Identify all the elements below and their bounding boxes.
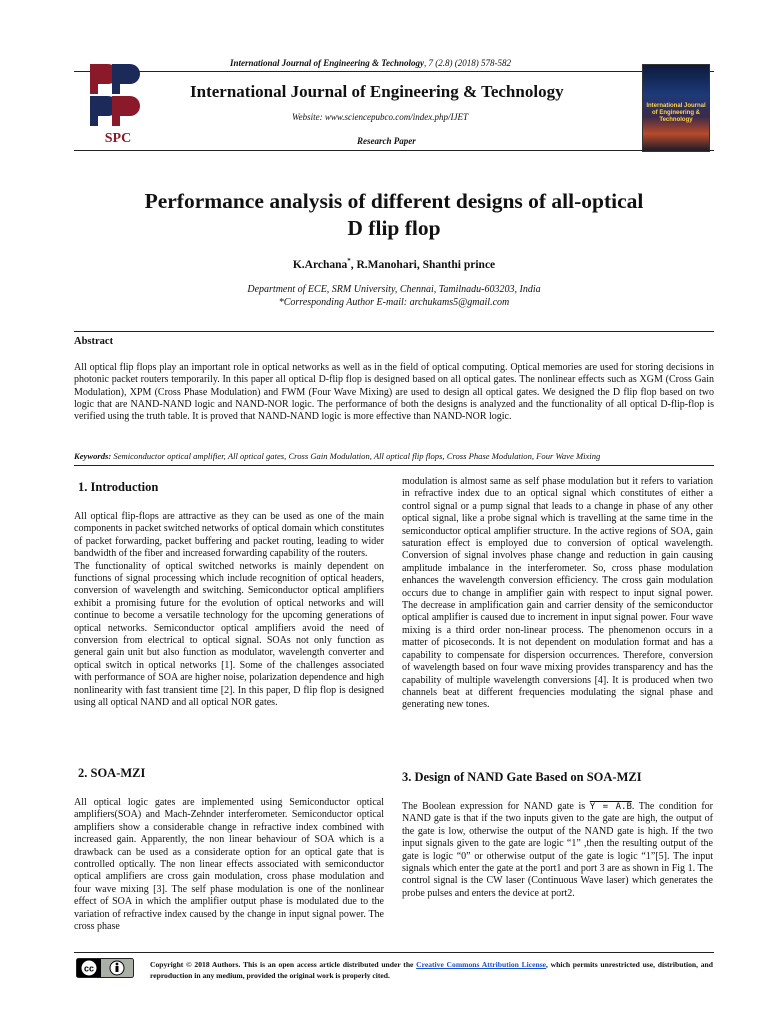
section-heading-nand-gate: 3. Design of NAND Gate Based on SOA-MZI xyxy=(402,770,642,784)
spc-publisher-logo xyxy=(82,60,154,148)
journal-citation xyxy=(230,58,560,68)
paragraph: All optical flip-flops are attractive as they can be used as one of the main components in packet switched networks of optical domain which constitutes of packet forwarding, packet buffering and packet routing, leading to wider bandwidth of the fiber and increased forwarding capability of the routers. xyxy=(74,511,384,560)
paper-type: Research Paper xyxy=(357,136,416,146)
title-line-2: D flip flop xyxy=(347,216,441,240)
author-list xyxy=(74,257,714,271)
introduction-body xyxy=(74,511,384,710)
abstract-text: All optical flip flops play an important role in optical networks as well as in the field of optical computing. Optical memories are used for storing decisions in photonic packet routers temporarily. In this paper all optical D-flip flop is designed based on all optical gates. The nonlinear effects such as XGM (Cross Gain Modulation), XPM (Cross Phase Modulation) and FWM (Four Wave Mixing) are used to design all optical gates. We designed the D flip flop based on two logic that are NAND-NAND logic and NAND-NOR logic. The performance of both the designs is analyzed and the functionality of all optical D-flip-flop is verified using the truth table. It is proved that NAND-NAND logic is more effective than NAND-NOR logic. xyxy=(74,362,714,423)
keywords-rule xyxy=(74,465,714,466)
corresponding-author: *Corresponding Author E-mail: archukams5@gmail.com xyxy=(278,297,510,308)
affiliation-block xyxy=(74,283,714,309)
creative-commons-badge[interactable] xyxy=(76,958,134,978)
header-bottom-rule xyxy=(74,150,714,151)
cover-title: International Journal of Engineering & Technology xyxy=(646,103,706,123)
journal-title: International Journal of Engineering & Technology xyxy=(190,82,564,101)
other-authors: , R.Manohari, Shanthi prince xyxy=(350,258,496,271)
journal-website[interactable]: Website: www.sciencepubco.com/index.php/IJET xyxy=(292,112,468,122)
spc-logo-text: SPC xyxy=(104,131,132,146)
keywords-line xyxy=(74,451,714,462)
soa-mzi-continued xyxy=(402,476,713,712)
citation-volume: , 7 (2.8) (2018) 578-582 xyxy=(423,58,511,68)
license-link[interactable]: Creative Commons Attribution License xyxy=(416,960,547,969)
paragraph: All optical logic gates are implemented using Semiconductor optical amplifiers(SOA) and Mach-Zehnder interferometer. Semiconductor optical amplifiers show a considerable change in refractive index combined with increased gain. Apparently, the non linear behaviour of SOA which is a drawback can be used as a considerate option for an optical gate that is controlled optically. The non linear effects associated with semiconductor optical amplifiers are cross gain modulation, cross phase modulation and four wave mixing [3]. The self phase modulation is one of the nonlinear effect of SOA in which the amplifier output phase is modulated due to the variation of refractive index caused by the change in input signal power. The cross phase xyxy=(74,797,384,933)
nand-gate-body xyxy=(402,801,713,900)
copyright-notice: Copyright © 2018 Authors. This is an open access article distributed under the Creative Commons Attribution License, which permits unrestricted use, distribution, and reproduction in any medium, provided the original work is properly cited. xyxy=(150,960,713,980)
keywords-label: Keywords: xyxy=(74,451,112,461)
paragraph: modulation is almost same as self phase modulation but it refers to variation in refractive index due to an optical signal which constitutes of either a control signal or a pump signal that leads to a change in phase of any other optical signal, like a probe signal which is travelling at the same time in the semiconductor optical amplifier structure. In the active regions of SOA, gain saturation effect is employed due to conversion of optical wavelength. Conversion of signal involves phase change and reduction in gain causing amplitude imbalance in the interferometer. So, cross phase modulation enhances the wavelength conversion efficiency. The cross gain modulation occurs due to change in amplifier gain with respect to input signal power. The decrease in amplification gain and carrier density of the semiconductor optical amplifier is caused due to increment in input signal power. Four wave mixing is a third order non-linear process. The phenomenon occurs in a matter of picoseconds. It is not dependent on modulation format and has a capability to compensate for dispersion occurrences. Therefore, conversion of wavelength based on four wave mixing provides transparency and has the capability of multiple wavelength conversions [4]. It is produced when two channels beat at different frequencies modulating the signal phase and generating new tones. xyxy=(402,476,713,711)
header-top-rule xyxy=(74,71,714,72)
cc-icon: cc xyxy=(83,963,95,974)
journal-cover-image xyxy=(642,64,710,152)
paragraph: The Boolean expression for NAND gate is Y = A.B. The condition for NAND gate is that if the two inputs given to the gate are high, the output of the gate is low, otherwise the output of the NAND gate is high. If the two input signals given to the gate are logic “1” ,then the resulting output of the gate is logic “0” or otherwise output of the gate is logic “1”[5]. The input signals which enter the gate at the port1 and port 3 are as shown in Fig 1. The control signal is the CW laser (Continuous Wave laser) which generates the probe pulses and enters the device at port2. xyxy=(402,801,713,899)
author-1: K.Archana xyxy=(292,258,348,271)
affiliation: Department of ECE, SRM University, Chennai, Tamilnadu-603203, India xyxy=(247,284,541,295)
paragraph: The functionality of optical switched networks is mainly dependent on functions of signal processing which include recognition of optical headers, conversion of wavelength and switching. Semiconductor optical amplifiers exhibit a promising future for the evolution of optical networks and will continue to become a versatile technology for the upcoming generations of optical networks. Semiconductor optical amplifiers avoid the need of conversion from electrical to optical signal. SOAs not only function as general gain unit but also function as modulator, wavelength converter and optical switch in optical networks [1]. Some of the challenges associated with performance of SOA are higher noise, polarization dependence and high nonlinearity with fast transient time [2]. In this paper, D flip flop is designed using all optical NAND and all optical NOR gates. xyxy=(74,560,384,709)
abstract-heading: Abstract xyxy=(74,336,114,347)
abstract-rule xyxy=(74,331,714,332)
paper-title xyxy=(74,188,714,242)
keywords-text: Semiconductor optical amplifier, All optical gates, Cross Gain Modulation, All optical flip flops, Cross Phase Modulation, Four Wave Mixing xyxy=(113,451,601,461)
section-heading-introduction: 1. Introduction xyxy=(78,480,159,494)
citation-journal: International Journal of Engineering & Technology xyxy=(230,58,424,68)
soa-mzi-body xyxy=(74,797,384,933)
title-line-1: Performance analysis of different designs of all-optical xyxy=(144,189,644,213)
section-heading-soa-mzi: 2. SOA-MZI xyxy=(78,766,146,780)
nand-expression: Y = A.B xyxy=(589,802,632,812)
corresponding-mark: * xyxy=(347,257,351,265)
footer-rule xyxy=(74,952,714,953)
